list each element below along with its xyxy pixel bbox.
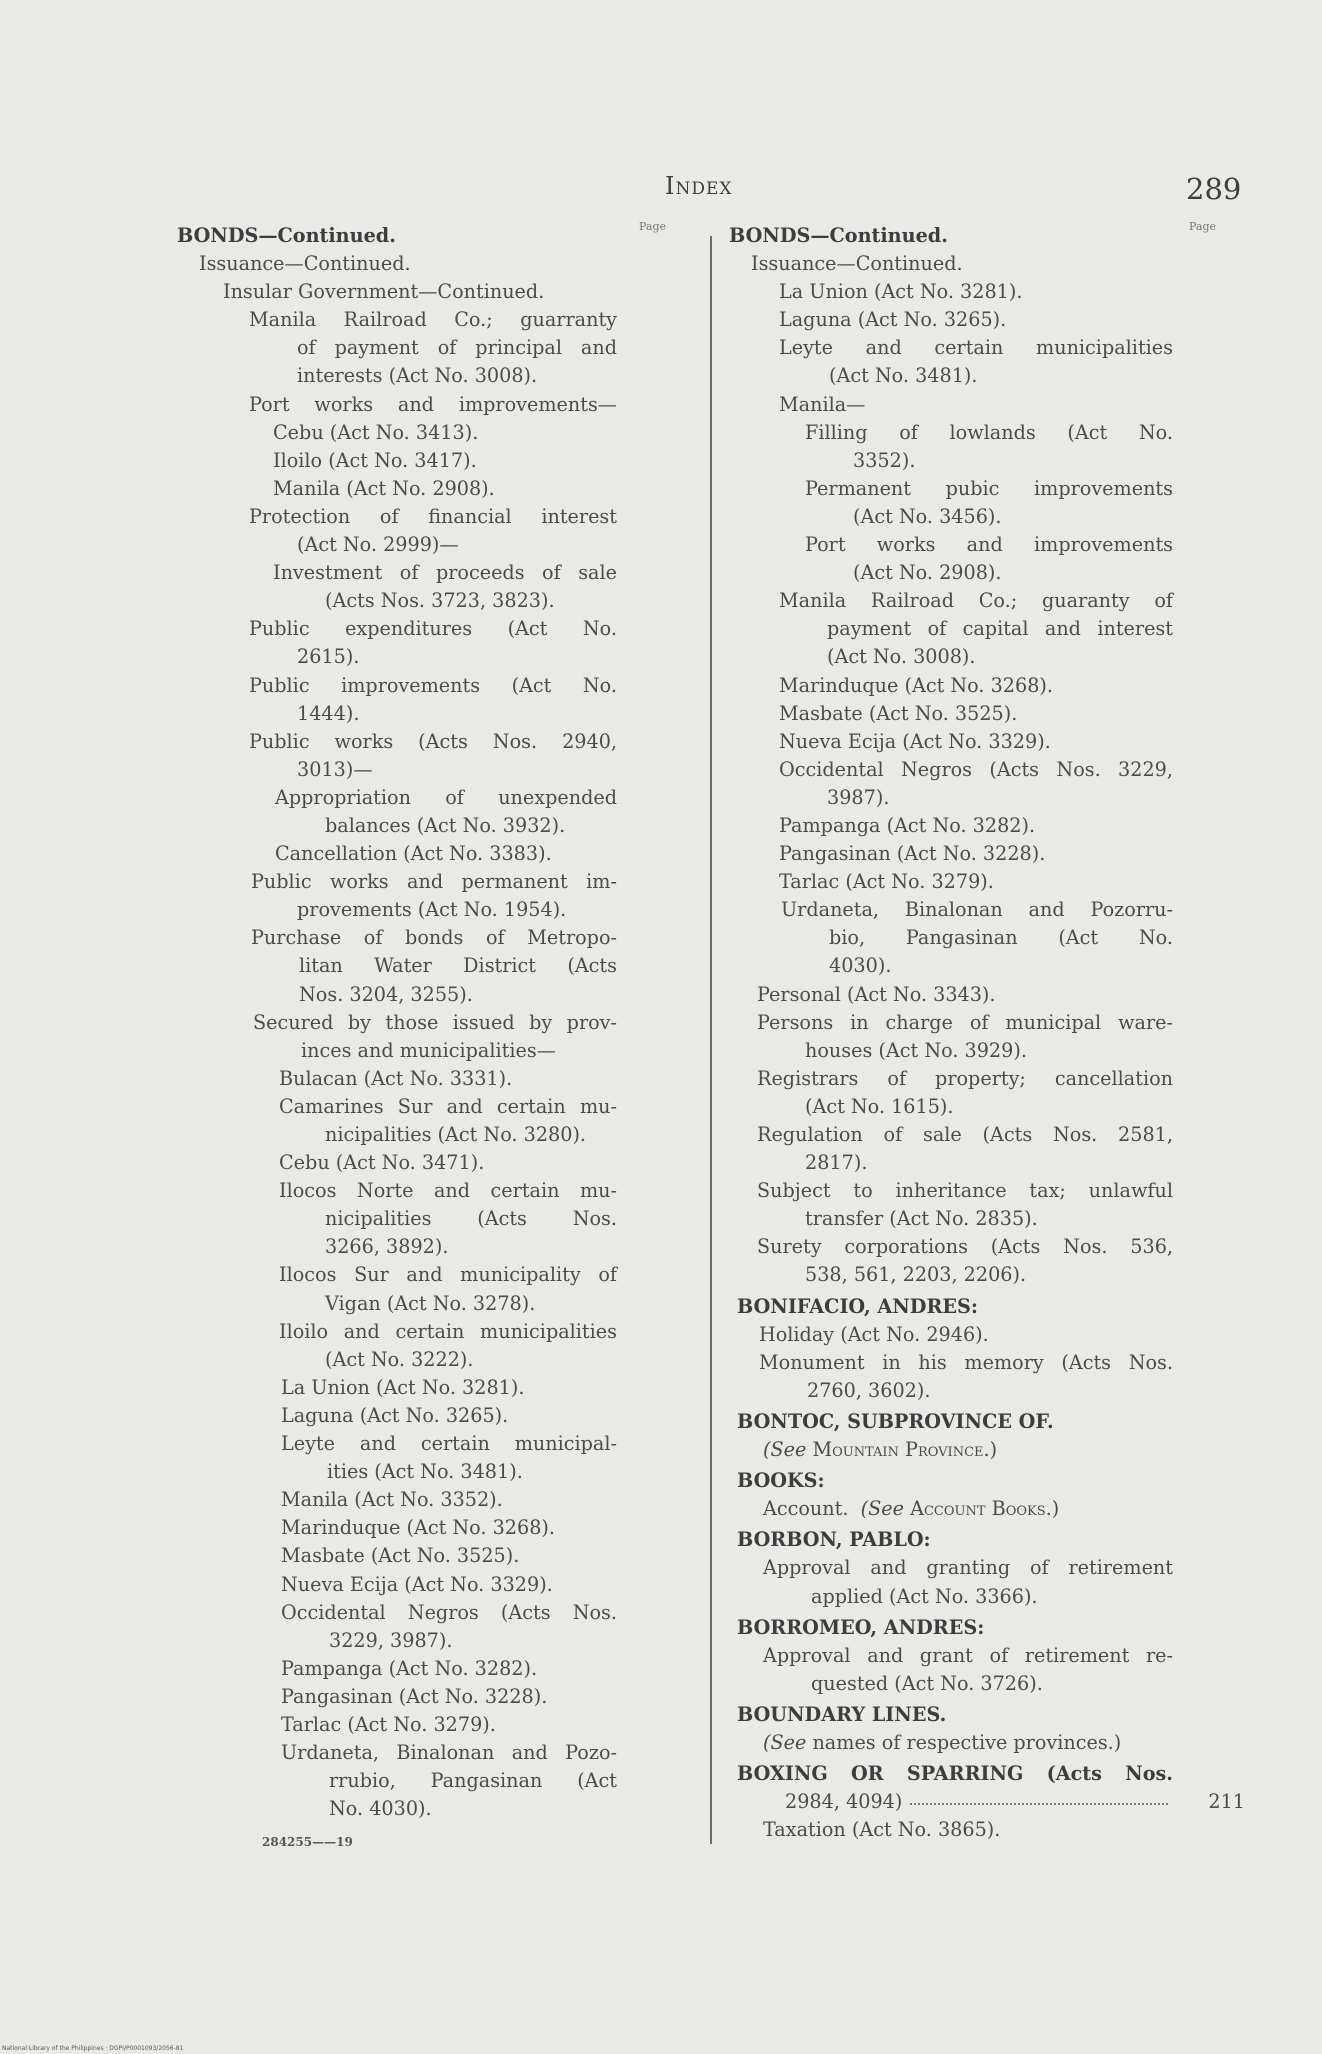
index-entry: Public works and permanent im-	[251, 870, 617, 894]
index-entry: Purchase of bonds of Metropo-	[251, 926, 617, 950]
see-reference: (See	[763, 1730, 807, 1754]
index-entry-continuation: houses (Act No. 3929).	[805, 1038, 1027, 1062]
index-entry-continuation: 2760, 3602).	[807, 1378, 931, 1402]
index-entry: Investment of proceeds of sale	[273, 561, 617, 585]
index-entry: Surety corporations (Acts Nos. 536,	[757, 1235, 1173, 1259]
index-entry: Laguna (Act No. 3265).	[779, 308, 1007, 332]
index-entry-continuation: transfer (Act No. 2835).	[805, 1207, 1038, 1231]
index-entry: Iloilo (Act No. 3417).	[273, 448, 477, 472]
index-entry-continuation: (Act No. 1615).	[805, 1094, 954, 1118]
index-entry: Pampanga (Act No. 3282).	[281, 1656, 538, 1680]
index-entry: Port works and improvements—	[249, 392, 617, 416]
index-subheading: Issuance—Continued.	[751, 252, 963, 276]
index-entry-continuation: of payment of principal and	[297, 336, 617, 360]
index-entry-continuation: ities (Act No. 3481).	[327, 1460, 523, 1484]
index-entry: Monument in his memory (Acts Nos.	[759, 1350, 1173, 1374]
index-entry-continuation: 3013)—	[297, 757, 373, 781]
index-entry: Persons in charge of municipal ware-	[757, 1010, 1173, 1034]
index-entry-continuation: applied (Act No. 3366).	[811, 1584, 1038, 1608]
index-heading: BORROMEO, ANDRES:	[737, 1615, 985, 1639]
index-entry: Manila—	[779, 392, 866, 416]
index-entry: Camarines Sur and certain mu-	[279, 1094, 617, 1118]
index-entry-continuation: (Act No. 2908).	[853, 561, 1002, 585]
dot-leader	[910, 1803, 1168, 1805]
index-subheading: Insular Government—Continued.	[223, 280, 545, 304]
cross-reference-target: Account Books.)	[910, 1497, 1060, 1521]
index-entry: Public expenditures (Act No.	[249, 617, 617, 641]
index-entry-continuation: 2615).	[297, 645, 360, 669]
index-entry: Secured by those issued by prov-	[253, 1010, 617, 1034]
index-entry: Registrars of property; cancellation	[757, 1066, 1173, 1090]
index-entry-with-page	[729, 1788, 1245, 1816]
index-entry: Occidental Negros (Acts Nos.	[281, 1600, 617, 1624]
index-entry-continuation: (Act No. 3008).	[827, 645, 976, 669]
index-entry: Ilocos Sur and municipality of	[279, 1263, 617, 1287]
index-entry: Protection of financial interest	[249, 504, 617, 528]
index-cross-reference	[729, 1495, 1173, 1523]
index-entry-continuation: Nos. 3204, 3255).	[299, 982, 473, 1006]
cross-reference-target: Mountain Province.)	[812, 1438, 998, 1462]
index-entry-continuation: provements (Act No. 1954).	[297, 898, 567, 922]
index-column-left	[177, 220, 667, 1823]
index-entry-continuation: inces and municipalities—	[301, 1038, 556, 1062]
index-entry-continuation: 538, 561, 2203, 2206).	[805, 1263, 1027, 1287]
index-entry-continuation: balances (Act No. 3932).	[325, 813, 566, 837]
index-entry-continuation: No. 4030).	[329, 1797, 432, 1821]
cross-reference-target: names of respective provinces.)	[812, 1730, 1122, 1754]
index-entry-continuation: quested (Act No. 3726).	[811, 1671, 1043, 1695]
index-entry-continuation: 3987).	[827, 785, 890, 809]
index-entry-continuation: (Acts Nos. 3723, 3823).	[325, 589, 555, 613]
index-entry: Approval and grant of retirement re-	[763, 1643, 1173, 1667]
index-entry-continuation: 4030).	[829, 954, 892, 978]
index-entry: La Union (Act No. 3281).	[779, 280, 1023, 304]
index-entry: Pangasinan (Act No. 3228).	[281, 1684, 548, 1708]
index-entry: Nueva Ecija (Act No. 3329).	[779, 729, 1051, 753]
index-entry: Tarlac (Act No. 3279).	[281, 1712, 496, 1736]
index-entry-continuation: Vigan (Act No. 3278).	[325, 1291, 536, 1315]
see-reference: (See	[860, 1497, 904, 1521]
index-entry-continuation: (Act No. 3456).	[853, 504, 1002, 528]
index-entry: Iloilo and certain municipalities	[279, 1319, 617, 1343]
index-entry: Cebu (Act No. 3413).	[273, 420, 479, 444]
index-heading: BONDS—Continued.	[729, 224, 948, 247]
index-entry: Public works (Acts Nos. 2940,	[249, 729, 617, 753]
index-entry: Ilocos Norte and certain mu-	[279, 1179, 617, 1203]
index-entry: Masbate (Act No. 3525).	[281, 1544, 520, 1568]
index-entry: Masbate (Act No. 3525).	[779, 701, 1018, 725]
index-heading: BOXING OR SPARRING (Acts Nos.	[737, 1762, 1173, 1786]
index-entry: Pampanga (Act No. 3282).	[779, 813, 1036, 837]
printer-mark: 284255——19	[262, 1835, 353, 1849]
page-header-title: Index	[665, 172, 733, 200]
see-reference: (See	[763, 1438, 807, 1462]
index-entry: Laguna (Act No. 3265).	[281, 1403, 509, 1427]
index-heading: BONTOC, SUBPROVINCE OF.	[737, 1409, 1054, 1433]
index-column-right	[729, 220, 1245, 1844]
page-number: 289	[1186, 172, 1242, 206]
index-entry: La Union (Act No. 3281).	[281, 1375, 525, 1399]
index-entry: Approval and granting of retirement	[763, 1556, 1173, 1580]
index-entry: Leyte and certain municipalities	[779, 336, 1173, 360]
index-heading: BONIFACIO, ANDRES:	[737, 1294, 978, 1318]
page-reference: 211	[1208, 1790, 1245, 1814]
index-entry-continuation: litan Water District (Acts	[299, 954, 617, 978]
index-entry: Port works and improvements	[805, 533, 1173, 557]
index-entry: Nueva Ecija (Act No. 3329).	[281, 1572, 553, 1596]
index-entry: Urdaneta, Binalonan and Pozo-	[281, 1741, 617, 1765]
index-subheading: Issuance—Continued.	[199, 252, 411, 276]
index-entry: Subject to inheritance tax; unlawful	[757, 1179, 1173, 1203]
index-entry: Bulacan (Act No. 3331).	[279, 1066, 513, 1090]
index-entry: Pangasinan (Act No. 3228).	[779, 842, 1046, 866]
index-entry: Cancellation (Act No. 3383).	[275, 842, 552, 866]
index-entry: Regulation of sale (Acts Nos. 2581,	[757, 1123, 1173, 1146]
index-entry-continuation: (Act No. 2999)—	[297, 533, 459, 557]
index-entry-continuation: interests (Act No. 3008).	[297, 364, 538, 388]
column-divider	[710, 236, 712, 1844]
index-entry: Manila Railroad Co.; guarranty	[249, 308, 617, 332]
index-entry: Manila (Act No. 2908).	[273, 476, 495, 500]
index-entry-continuation: 2817).	[805, 1151, 868, 1175]
index-entry-continuation: 2984, 4094)	[785, 1790, 903, 1814]
page-label: Page	[639, 220, 667, 233]
page-label: Page	[1189, 220, 1217, 233]
index-entry: Marinduque (Act No. 3268).	[779, 673, 1054, 697]
index-heading: BORBON, PABLO:	[737, 1528, 931, 1552]
index-entry-continuation: rrubio, Pangasinan (Act	[329, 1769, 617, 1793]
index-entry-continuation: payment of capital and interest	[827, 617, 1173, 641]
index-entry: Permanent pubic improvements	[805, 476, 1173, 500]
index-entry: Leyte and certain municipal-	[281, 1432, 617, 1456]
index-entry: Occidental Negros (Acts Nos. 3229,	[779, 757, 1173, 781]
index-entry-continuation: nicipalities (Acts Nos.	[325, 1207, 617, 1231]
index-entry-continuation: 3352).	[853, 448, 916, 472]
index-entry: Tarlac (Act No. 3279).	[779, 870, 994, 894]
index-entry: Manila Railroad Co.; guaranty of	[779, 589, 1173, 613]
index-heading: BONDS—Continued.	[177, 224, 396, 247]
index-entry-continuation: (Act No. 3481).	[829, 364, 978, 388]
index-entry-continuation: bio, Pangasinan (Act No.	[829, 926, 1173, 950]
index-entry: Personal (Act No. 3343).	[757, 982, 996, 1006]
index-entry-continuation: 3229, 3987).	[329, 1628, 453, 1652]
index-entry: Appropriation of unexpended	[275, 785, 617, 809]
index-entry: Urdaneta, Binalonan and Pozorru-	[781, 898, 1173, 922]
index-entry: Account.	[763, 1497, 849, 1521]
index-cross-reference	[729, 1436, 1173, 1464]
index-entry-continuation: (Act No. 3222).	[325, 1347, 474, 1371]
index-entry: Manila (Act No. 3352).	[281, 1488, 503, 1512]
index-entry: Public improvements (Act No.	[249, 673, 617, 697]
index-heading: BOOKS:	[737, 1469, 825, 1493]
index-entry: Taxation (Act No. 3865).	[763, 1818, 1001, 1842]
index-entry: Holiday (Act No. 2946).	[759, 1322, 989, 1346]
index-entry-continuation: 3266, 3892).	[325, 1235, 449, 1259]
index-entry: Cebu (Act No. 3471).	[279, 1151, 485, 1175]
index-cross-reference	[729, 1729, 1173, 1757]
index-entry-continuation: 1444).	[297, 701, 360, 725]
index-heading: BOUNDARY LINES.	[737, 1702, 947, 1726]
index-entry: Marinduque (Act No. 3268).	[281, 1516, 556, 1540]
index-entry: Filling of lowlands (Act No.	[805, 420, 1173, 444]
scan-credit: National Library of the Philippines · DGPI/P0001093/2056-81	[2, 2045, 184, 2052]
index-entry-continuation: nicipalities (Act No. 3280).	[325, 1123, 587, 1146]
